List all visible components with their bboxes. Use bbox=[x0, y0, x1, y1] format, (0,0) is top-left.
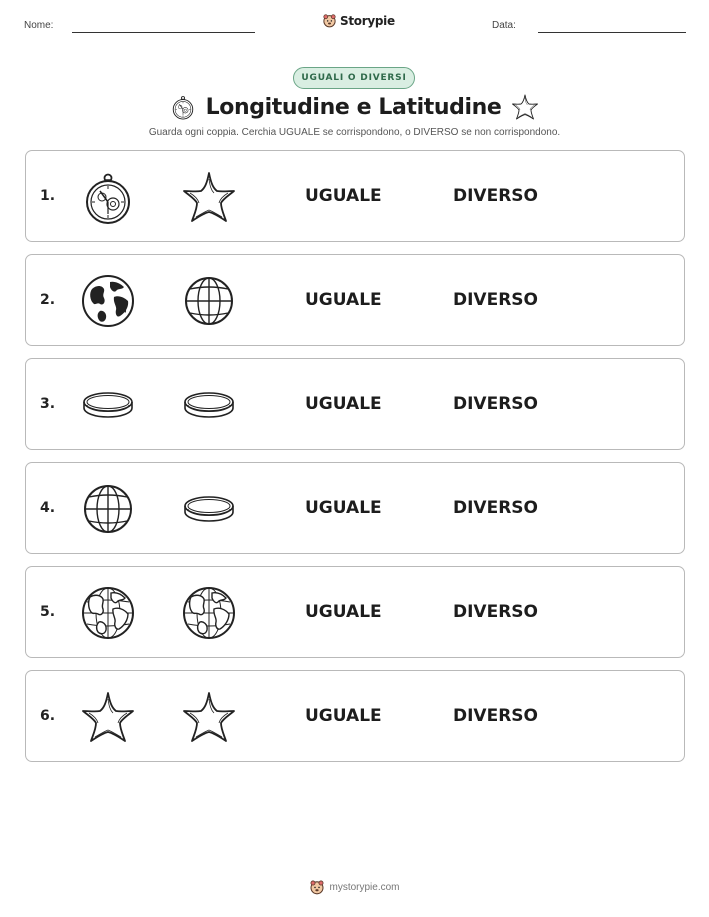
title-row bbox=[0, 88, 709, 126]
pocket-watch-icon bbox=[170, 92, 196, 122]
name-line[interactable] bbox=[72, 32, 255, 33]
ring-icon bbox=[181, 481, 237, 537]
starfish-icon bbox=[181, 169, 237, 225]
different-option[interactable]: DIVERSO bbox=[453, 186, 538, 206]
same-option[interactable]: UGUALE bbox=[305, 290, 382, 310]
pocket-watch-icon bbox=[80, 169, 136, 225]
date-line[interactable] bbox=[538, 32, 686, 33]
instructions: Guarda ogni coppia. Cerchia UGUALE se corrispondono, o DIVERSO se non corrispondono. bbox=[148, 127, 561, 138]
brand-logo bbox=[322, 13, 395, 28]
same-option[interactable]: UGUALE bbox=[305, 186, 382, 206]
row-number: 2. bbox=[40, 292, 56, 308]
row-number: 5. bbox=[40, 604, 56, 620]
question-row-4 bbox=[25, 462, 685, 554]
grid-globe-icon bbox=[80, 481, 136, 537]
row-number: 1. bbox=[40, 188, 56, 204]
different-option[interactable]: DIVERSO bbox=[453, 706, 538, 726]
earth-globe-icon bbox=[80, 273, 136, 329]
starfish-icon bbox=[80, 689, 136, 745]
mascot-icon bbox=[322, 13, 337, 28]
earth-globe-grid-icon bbox=[181, 585, 237, 641]
different-option[interactable]: DIVERSO bbox=[453, 602, 538, 622]
same-option[interactable]: UGUALE bbox=[305, 602, 382, 622]
ring-icon bbox=[80, 377, 136, 433]
same-option[interactable]: UGUALE bbox=[305, 498, 382, 518]
question-row-6 bbox=[25, 670, 685, 762]
starfish-icon bbox=[511, 93, 539, 121]
row-number: 6. bbox=[40, 708, 56, 724]
worksheet-type-badge: UGUALI O DIVERSI bbox=[293, 67, 415, 89]
page-title: Longitudine e Latitudine bbox=[205, 94, 502, 120]
row-number: 4. bbox=[40, 500, 56, 516]
question-row-1 bbox=[25, 150, 685, 242]
same-option[interactable]: UGUALE bbox=[305, 394, 382, 414]
same-option[interactable]: UGUALE bbox=[305, 706, 382, 726]
earth-globe-grid-icon bbox=[80, 585, 136, 641]
different-option[interactable]: DIVERSO bbox=[453, 498, 538, 518]
different-option[interactable]: DIVERSO bbox=[453, 394, 538, 414]
question-row-3 bbox=[25, 358, 685, 450]
footer bbox=[0, 879, 709, 895]
grid-globe-icon bbox=[181, 273, 237, 329]
different-option[interactable]: DIVERSO bbox=[453, 290, 538, 310]
starfish-icon bbox=[181, 689, 237, 745]
mascot-icon bbox=[309, 879, 325, 895]
date-label: Data: bbox=[492, 20, 516, 31]
footer-url[interactable]: mystorypie.com bbox=[329, 881, 400, 893]
question-row-5 bbox=[25, 566, 685, 658]
ring-icon bbox=[181, 377, 237, 433]
name-label: Nome: bbox=[24, 20, 54, 31]
row-number: 3. bbox=[40, 396, 56, 412]
brand-name: Storypie bbox=[340, 13, 395, 28]
question-row-2 bbox=[25, 254, 685, 346]
